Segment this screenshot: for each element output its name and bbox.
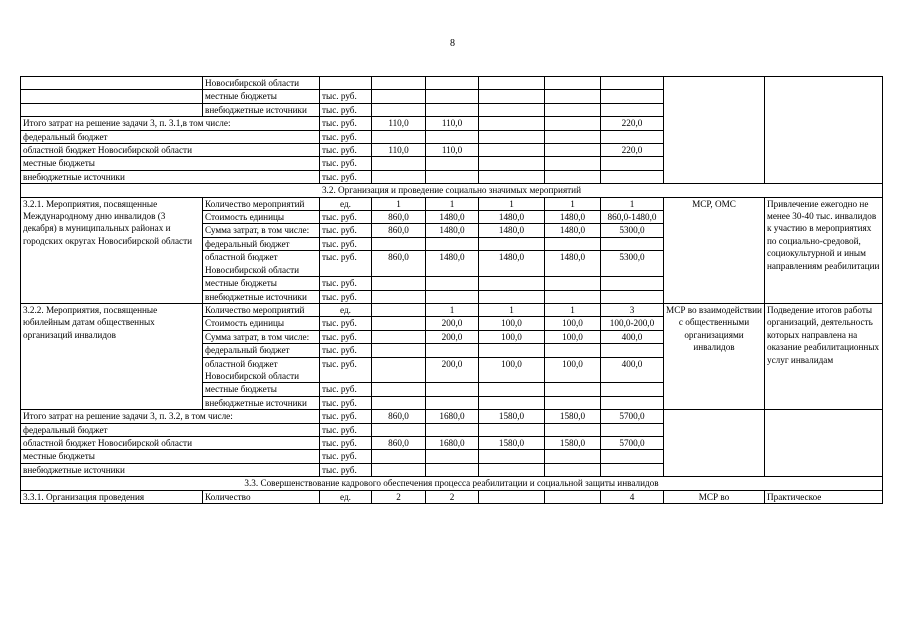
section-title: 3.3. Совершенствование кадрового обеспечения процесса реабилитации и социальной защиты инвалидов xyxy=(21,477,883,490)
year1-cell: 110,0 xyxy=(372,117,426,130)
unit-cell xyxy=(320,77,372,90)
year1-cell: 110,0 xyxy=(372,144,426,157)
table-row: областной бюджет Новосибирской области тыс. руб. 860,0 1480,0 1480,0 1480,0 5300,0 xyxy=(21,251,883,277)
unit-cell: тыс. руб. xyxy=(320,157,372,170)
indicator-cell: местные бюджеты xyxy=(203,277,320,290)
total-label: внебюджетные источники xyxy=(21,170,320,183)
year2-cell: 1 xyxy=(426,197,479,210)
indicator-cell: Стоимость единицы xyxy=(203,211,320,224)
table-row xyxy=(21,197,883,210)
year1-cell: 1 xyxy=(372,197,426,210)
unit-cell: тыс. руб. xyxy=(320,237,372,250)
unit-cell: тыс. руб. xyxy=(320,436,372,449)
indicator-cell: внебюджетные источники xyxy=(203,396,320,409)
year3-cell: 1 xyxy=(479,197,545,210)
indicator-cell: Количество мероприятий xyxy=(203,197,320,210)
total-cell: 220,0 xyxy=(601,144,664,157)
activity-name: 3.2.1. Мероприятия, посвященные Международному дню инвалидов (3 декабря) в муниципальных районах и городских округах Новосибирской области xyxy=(21,197,203,303)
executor-cell: МСР, ОМС xyxy=(664,197,765,303)
unit-cell: тыс. руб. xyxy=(320,277,372,290)
indicator-cell: областной бюджет Новосибирской области xyxy=(203,251,320,277)
unit-cell: тыс. руб. xyxy=(320,224,372,237)
total-label: местные бюджеты xyxy=(21,450,320,463)
year2-cell: 110,0 xyxy=(426,144,479,157)
table-row xyxy=(21,77,883,90)
unit-cell: тыс. руб. xyxy=(320,410,372,423)
table-row: Стоимость единицы тыс. руб. 200,0 100,0 100,0 100,0-200,0 xyxy=(21,317,883,330)
activity-name: 3.3.1. Организация проведения xyxy=(21,490,203,503)
table-row: Сумма затрат, в том числе: тыс. руб. 200,0 100,0 100,0 400,0 xyxy=(21,330,883,343)
unit-cell: ед. xyxy=(320,303,372,316)
year2-cell: 2 xyxy=(426,490,479,503)
indicator-cell: Количество xyxy=(203,490,320,503)
total-cell: 220,0 xyxy=(601,117,664,130)
executor-cell: МСР во xyxy=(664,490,765,503)
indicator-cell: внебюджетные источники xyxy=(203,290,320,303)
page-number: 8 xyxy=(450,38,455,49)
total-label: федеральный бюджет xyxy=(21,423,320,436)
unit-cell: тыс. руб. xyxy=(320,463,372,476)
year4-cell: 1 xyxy=(545,197,601,210)
table-row: областной бюджет Новосибирской области тыс. руб. 200,0 100,0 100,0 400,0 xyxy=(21,357,883,383)
unit-cell: тыс. руб. xyxy=(320,211,372,224)
source-cell: Новосибирской области xyxy=(203,77,320,90)
program-activities-table xyxy=(20,76,883,504)
unit-cell: тыс. руб. xyxy=(320,170,372,183)
unit-cell: тыс. руб. xyxy=(320,383,372,396)
unit-cell: тыс. руб. xyxy=(320,117,372,130)
year4-cell: 1 xyxy=(545,303,601,316)
section-heading-row xyxy=(21,184,883,197)
total-row: областной бюджет Новосибирской области тыс. руб. 860,0 1680,0 1580,0 1580,0 5700,0 xyxy=(21,436,883,449)
unit-cell: тыс. руб. xyxy=(320,317,372,330)
year3-cell xyxy=(479,117,545,130)
total-cell: 3 xyxy=(601,303,664,316)
unit-cell: тыс. руб. xyxy=(320,330,372,343)
unit-cell: тыс. руб. xyxy=(320,251,372,277)
unit-cell: тыс. руб. xyxy=(320,450,372,463)
source-cell: местные бюджеты xyxy=(203,90,320,103)
indicator-cell: Сумма затрат, в том числе: xyxy=(203,330,320,343)
unit-cell: ед. xyxy=(320,490,372,503)
total-label: местные бюджеты xyxy=(21,157,320,170)
source-cell: внебюджетные источники xyxy=(203,103,320,116)
section-title: 3.2. Организация и проведение социально значимых мероприятий xyxy=(21,184,883,197)
indicator-cell: федеральный бюджет xyxy=(203,237,320,250)
table-row: Стоимость единицы тыс. руб. 860,0 1480,0 1480,0 1480,0 860,0-1480,0 xyxy=(21,211,883,224)
unit-cell: тыс. руб. xyxy=(320,103,372,116)
total-label: областной бюджет Новосибирской области xyxy=(21,144,320,157)
executor-cell xyxy=(664,77,765,184)
year1-cell: 2 xyxy=(372,490,426,503)
activity-name: 3.2.2. Мероприятия, посвященные юбилейным датам общественных организаций инвалидов xyxy=(21,303,203,409)
year2-cell: 1 xyxy=(426,303,479,316)
indicator-cell: местные бюджеты xyxy=(203,383,320,396)
total-label: Итого затрат на решение задачи 3, п. 3.2, в том числе: xyxy=(21,410,320,423)
total-label: федеральный бюджет xyxy=(21,130,320,143)
year4-cell xyxy=(545,117,601,130)
indicator-cell: Количество мероприятий xyxy=(203,303,320,316)
total-cell: 1 xyxy=(601,197,664,210)
result-cell xyxy=(765,77,883,184)
total-cell: 4 xyxy=(601,490,664,503)
total-label: Итого затрат на решение задачи 3, п. 3.1,в том числе: xyxy=(21,117,320,130)
unit-cell: тыс. руб. xyxy=(320,344,372,357)
indicator-cell: Сумма затрат, в том числе: xyxy=(203,224,320,237)
unit-cell: тыс. руб. xyxy=(320,396,372,409)
indicator-cell: областной бюджет Новосибирской области xyxy=(203,357,320,383)
table-row xyxy=(21,490,883,503)
result-cell xyxy=(765,410,883,477)
section-heading-row xyxy=(21,477,883,490)
unit-cell: тыс. руб. xyxy=(320,144,372,157)
unit-cell: тыс. руб. xyxy=(320,290,372,303)
unit-cell: тыс. руб. xyxy=(320,130,372,143)
empty-cell xyxy=(21,77,203,90)
executor-cell xyxy=(664,410,765,477)
table-row xyxy=(21,303,883,316)
unit-cell: ед. xyxy=(320,197,372,210)
indicator-cell: Стоимость единицы xyxy=(203,317,320,330)
total-label: внебюджетные источники xyxy=(21,463,320,476)
year3-cell: 1 xyxy=(479,303,545,316)
unit-cell: тыс. руб. xyxy=(320,423,372,436)
result-cell: Практическое xyxy=(765,490,883,503)
year2-cell: 110,0 xyxy=(426,117,479,130)
unit-cell: тыс. руб. xyxy=(320,357,372,383)
indicator-cell: федеральный бюджет xyxy=(203,344,320,357)
result-cell: Привлечение ежегодно не менее 30-40 тыс. инвалидов к участию в мероприятиях по социально-средовой, социокультурной и иным направлениям реабилитации xyxy=(765,197,883,303)
executor-cell: МСР во взаимодействии с общественными организациями инвалидов xyxy=(664,303,765,409)
total-row: Итого затрат на решение задачи 3, п. 3.2, в том числе: тыс. руб. 860,0 1680,0 1580,0 1580,0 5700,0 xyxy=(21,410,883,423)
table-row: Сумма затрат, в том числе: тыс. руб. 860,0 1480,0 1480,0 1480,0 5300,0 xyxy=(21,224,883,237)
result-cell: Подведение итогов работы организаций, деятельность которых направлена на оказание реабилитационных услуг инвалидам xyxy=(765,303,883,409)
total-label: областной бюджет Новосибирской области xyxy=(21,436,320,449)
unit-cell: тыс. руб. xyxy=(320,90,372,103)
